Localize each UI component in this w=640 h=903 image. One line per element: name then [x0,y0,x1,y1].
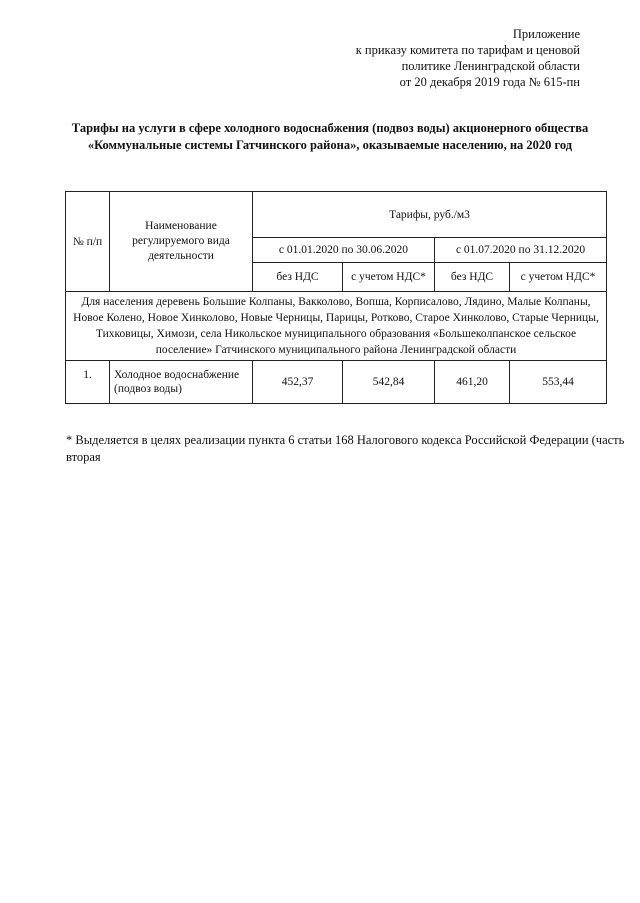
header-p1-with-vat: с учетом НДС* [343,263,435,292]
appendix-header [280,26,580,90]
table-row [66,361,607,404]
population-description: Для населения деревень Большие Колпаны, Вакколово, Вопша, Корписалово, Лядино, Малые Колпаны, Новое Колено, Новое Хинколово, Новые Черницы, Парицы, Ротково, Старое Хинколово, Старые Черницы, Тихковицы, Химози, села Никольское муниципального образования «Большеколпанское сельское поселение» Гатчинского муниципального района Ленинградской области [66,292,607,361]
row-p1-no-vat: 452,37 [253,361,343,404]
row-p1-with-vat: 542,84 [343,361,435,404]
header-p2-with-vat: с учетом НДС* [510,263,607,292]
row-p2-with-vat: 553,44 [510,361,607,404]
header-p1-no-vat: без НДС [253,263,343,292]
header-p2-no-vat: без НДС [435,263,510,292]
appendix-line: Приложение [512,27,580,41]
title-line-2: «Коммунальные системы Гатчинского района», оказываемые населению, на 2020 год [87,138,573,152]
header-tariffs: Тарифы, руб./м3 [253,192,607,238]
header-num: № п/п [66,192,110,292]
tariffs-table [65,191,607,404]
document-title [50,120,610,154]
header-activity: Наименование регулируемого вида деятельности [110,192,253,292]
appendix-line: к приказу комитета по тарифам и ценовой [355,43,580,57]
footnote: * Выделяется в целях реализации пункта 6 статьи 168 Налогового кодекса Российской Федерации (часть вторая [66,433,625,464]
row-num: 1. [66,361,110,404]
row-activity: Холодное водоснабжение (подвоз воды) [110,361,253,404]
appendix-line: политике Ленинградской области [401,59,580,73]
row-p2-no-vat: 461,20 [435,361,510,404]
title-line-1: Тарифы на услуги в сфере холодного водоснабжения (подвоз воды) акционерного общества [71,121,589,135]
header-period-1: с 01.01.2020 по 30.06.2020 [253,238,435,263]
header-period-2: с 01.07.2020 по 31.12.2020 [435,238,607,263]
appendix-line: от 20 декабря 2019 года № 615-пн [399,75,580,89]
